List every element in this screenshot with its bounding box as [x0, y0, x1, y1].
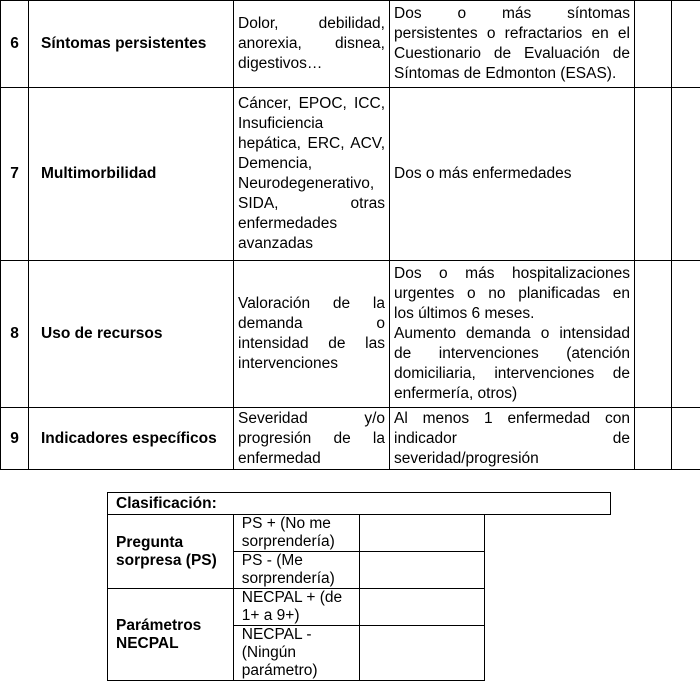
table-row [1, 88, 700, 261]
text-line: Al menos 1 enfermedad con [394, 409, 630, 429]
row-title: Síntomas persistentes [29, 1, 234, 88]
checkbox-cell[interactable] [359, 626, 485, 681]
row-criterion [390, 88, 635, 261]
option-label: NECPAL + (de 1+ a 9+) [233, 589, 359, 626]
row-number: 8 [1, 261, 29, 408]
text-line: severidad/progresión [394, 449, 630, 469]
text-line: anorexia, disnea, [238, 34, 385, 54]
checkbox-cell[interactable] [672, 261, 700, 408]
row-description [234, 261, 390, 408]
row-number: 6 [1, 1, 29, 88]
group-label-ps: Pregunta sorpresa (PS) [108, 515, 234, 589]
text-line: Dolor, debilidad, [238, 14, 385, 34]
classification-header: Clasificación: [108, 493, 611, 515]
text-line: digestivos… [238, 54, 385, 74]
checkbox-cell[interactable] [359, 515, 485, 552]
text-line: persistentes o refractarios en el [394, 24, 630, 44]
text-line: Demencia, [238, 154, 385, 174]
row-title: Uso de recursos [29, 261, 234, 408]
row-criterion [390, 1, 635, 88]
text-line: Dos o más enfermedades [394, 164, 630, 184]
text-line: Cáncer, EPOC, ICC, [238, 94, 385, 114]
text-line: Valoración de la [238, 294, 385, 314]
row-criterion [390, 261, 635, 408]
text-line: Cuestionario de Evaluación de [394, 44, 630, 64]
text-line: Dos o más hospitalizaciones [394, 264, 630, 284]
checkbox-cell[interactable] [359, 552, 485, 589]
classification-table [107, 492, 611, 681]
checkbox-cell[interactable] [672, 1, 700, 88]
option-label: NECPAL - (Ningún parámetro) [233, 626, 359, 681]
row-title: Multimorbilidad [29, 88, 234, 261]
text-line: avanzadas [238, 234, 385, 254]
text-line: indicador de [394, 429, 630, 449]
text-line: Neurodegenerativo, [238, 174, 385, 194]
row-description [234, 88, 390, 261]
checkbox-cell[interactable] [672, 408, 700, 470]
checkbox-cell[interactable] [635, 408, 672, 470]
row-description [234, 408, 390, 470]
text-line: Severidad y/o [238, 409, 385, 429]
row-number: 7 [1, 88, 29, 261]
classification-header-row [108, 493, 611, 515]
text-line: enfermedad [238, 449, 385, 469]
text-line: enfermedades [238, 214, 385, 234]
checkbox-cell[interactable] [635, 1, 672, 88]
option-label: PS - (Me sorprendería) [233, 552, 359, 589]
row-criterion [390, 408, 635, 470]
checkbox-cell[interactable] [672, 88, 700, 261]
checkbox-cell[interactable] [635, 261, 672, 408]
table-row [1, 261, 700, 408]
row-description [234, 1, 390, 88]
text-line: Síntomas de Edmonton (ESAS). [394, 64, 630, 84]
text-line: enfermería, otros) [394, 384, 630, 404]
table-row [1, 1, 700, 88]
row-number: 9 [1, 408, 29, 470]
table-row [108, 589, 611, 626]
text-line: demanda o [238, 314, 385, 334]
text-line: Aumento demanda o intensidad [394, 324, 630, 344]
checkbox-cell[interactable] [635, 88, 672, 261]
text-line: intervenciones [238, 354, 385, 374]
text-line: intensidad de las [238, 334, 385, 354]
option-label: PS + (No me sorprendería) [233, 515, 359, 552]
text-line: los últimos 6 meses. [394, 304, 630, 324]
text-line: Dos o más síntomas [394, 4, 630, 24]
text-line: progresión de la [238, 429, 385, 449]
text-line: hepática, ERC, ACV, [238, 134, 385, 154]
checkbox-cell[interactable] [359, 589, 485, 626]
text-line: Insuficiencia [238, 114, 385, 134]
text-line: urgentes o no planificadas en [394, 284, 630, 304]
table-row [108, 515, 611, 552]
group-label-necpal: Parámetros NECPAL [108, 589, 234, 681]
text-line: SIDA, otras [238, 194, 385, 214]
text-line: domiciliaria, intervenciones de [394, 364, 630, 384]
table-row [1, 408, 700, 470]
row-title: Indicadores específicos [29, 408, 234, 470]
text-line: de intervenciones (atención [394, 344, 630, 364]
